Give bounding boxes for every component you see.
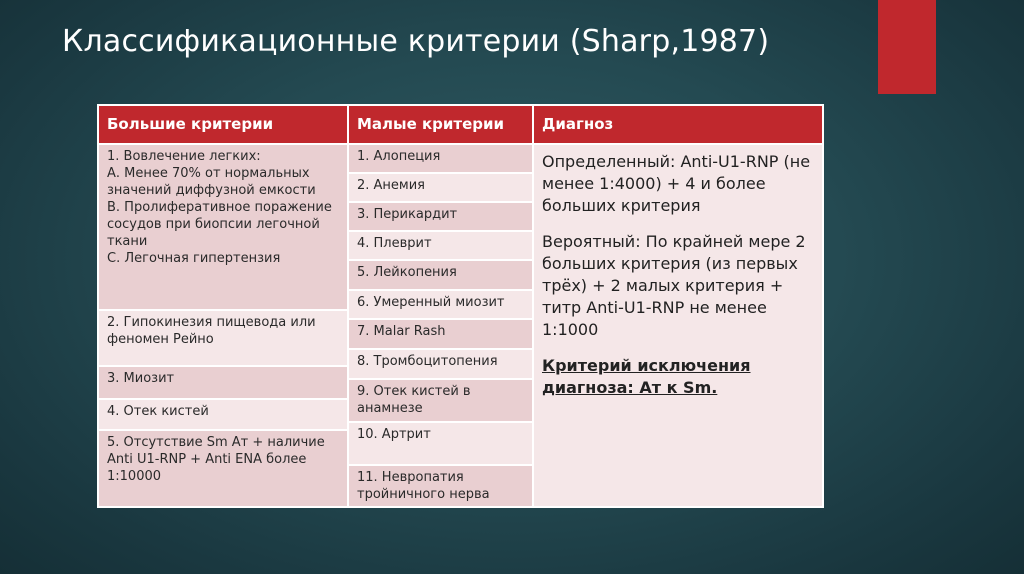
minor-criterion-10: 10. Артрит [349,423,532,464]
header-major: Большие критерии [99,106,347,143]
header-minor: Малые критерии [349,106,532,143]
minor-criterion-8: 8. Тромбоцитопения [349,350,532,378]
diagnosis-exclusion: Критерий исключения диагноза: Ат к Sm. [542,356,751,397]
major-criterion-5: 5. Отсутствие Sm Ат + наличие Anti U1-RNP + Anti ENA более 1:10000 [99,431,347,506]
minor-criterion-5: 5. Лейкопения [349,261,532,289]
minor-criterion-3: 3. Перикардит [349,203,532,230]
diagnosis-definite: Определенный: Anti-U1-RNP (не менее 1:4000) + 4 и более больших критерия [542,152,811,215]
accent-bar [878,0,936,94]
major-criterion-2: 2. Гипокинезия пищевода или феномен Рейно [99,311,347,365]
minor-criterion-7: 7. Malar Rash [349,320,532,348]
major-criterion-4: 4. Отек кистей [99,400,347,429]
diagnosis-probable: Вероятный: По крайней мере 2 больших критерия (из первых трёх) + 2 малых критерия + титр Anti-U1-RNP не менее 1:1000 [542,232,806,339]
minor-criterion-1: 1. Алопеция [349,145,532,172]
major-criterion-3: 3. Миозит [99,367,347,398]
minor-criterion-6: 6. Умеренный миозит [349,291,532,318]
slide-title: Классификационные критерии (Sharp,1987) [62,24,770,59]
minor-criterion-2: 2. Анемия [349,174,532,201]
diagnosis-cell [534,145,822,506]
criteria-table [97,104,824,508]
minor-criterion-4: 4. Плеврит [349,232,532,259]
minor-criterion-9: 9. Отек кистей в анамнезе [349,380,532,421]
minor-criterion-11: 11. Невропатия тройничного нерва [349,466,532,506]
major-criterion-1: 1. Вовлечение легких: А. Менее 70% от нормальных значений диффузной емкости В. Пролиферативное поражение сосудов при биопсии легочной ткани С. Легочная гипертензия [99,145,347,309]
header-diagnosis: Диагноз [534,106,822,143]
